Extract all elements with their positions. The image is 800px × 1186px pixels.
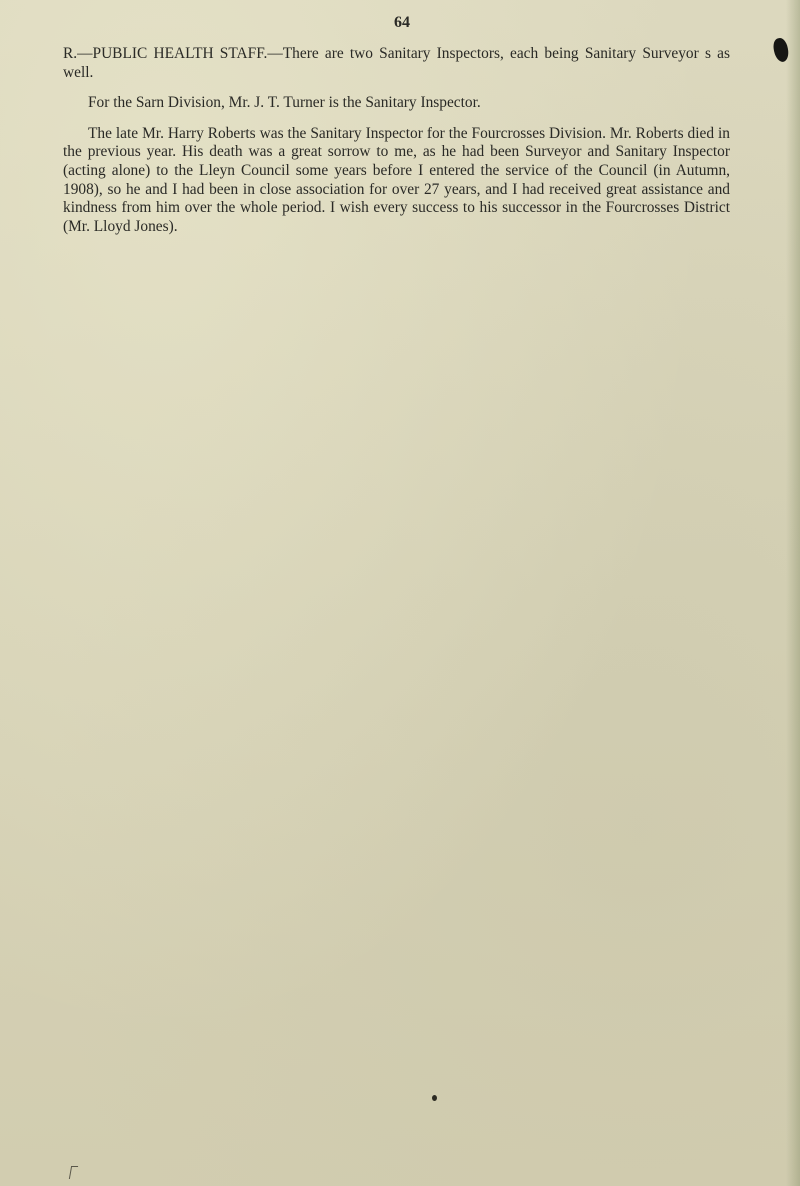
paragraph-sarn-division: For the Sarn Division, Mr. J. T. Turner is the Sanitary Inspector. xyxy=(88,94,481,112)
ink-dot xyxy=(432,1095,437,1101)
body-text xyxy=(63,45,730,248)
page-number: 64 xyxy=(394,14,410,31)
corner-mark xyxy=(69,1166,78,1179)
paragraph-public-health-staff: R.—PUBLIC HEALTH STAFF.—There are two Sanitary Inspectors, each being Sanitary Surveyor s as well. xyxy=(63,45,730,81)
page-edge-shadow xyxy=(786,0,800,1186)
paragraph-harry-roberts: The late Mr. Harry Roberts was the Sanitary Inspector for the Fourcrosses Division. Mr. Roberts died in the previous year. His death was a great sorrow to me, as he had been Surveyor and Sanitary Inspector (acting alone) to the Lleyn Council some years before I entered the service of the Council (in Autumn, 1908), so he and I had been in close association for over 27 years, and I had received great assistance and kindness from him over the whole period. I wish every success to his successor in the Fourcrosses District (Mr. Lloyd Jones). xyxy=(63,124,730,235)
